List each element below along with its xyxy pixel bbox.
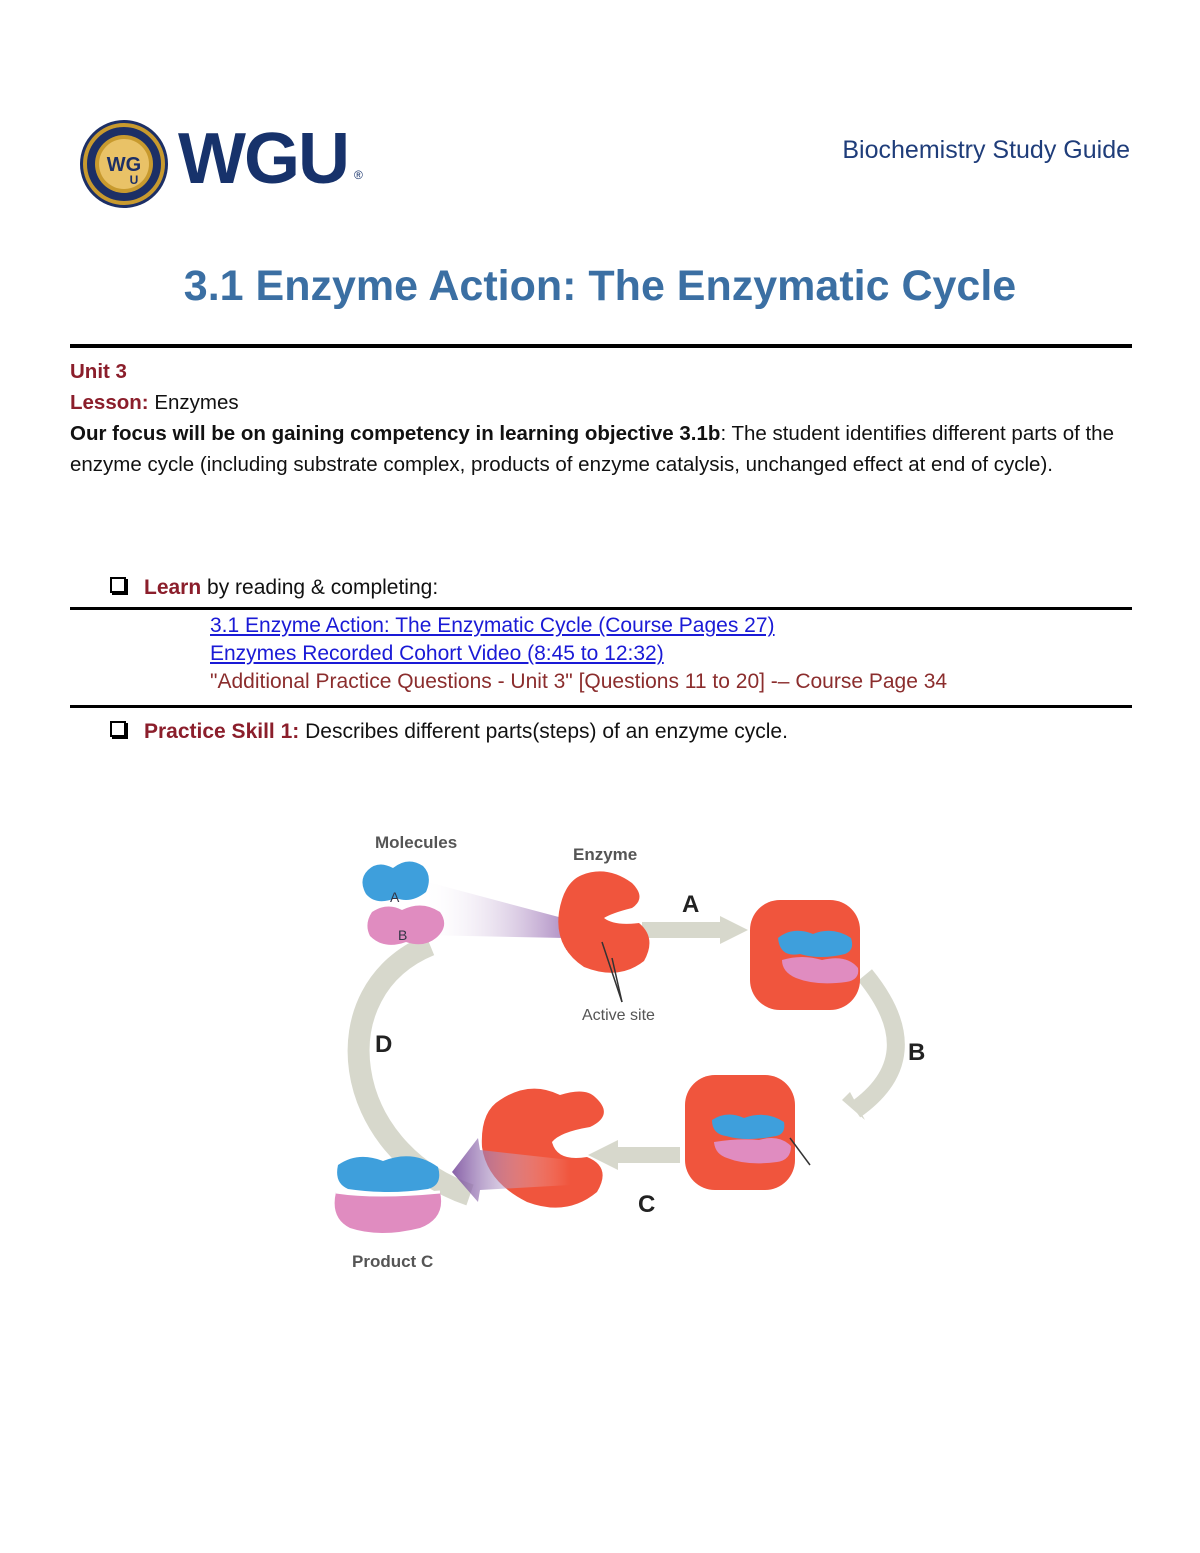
- product-divider: [336, 1192, 440, 1195]
- cycle-arrow-a-head: [720, 916, 748, 944]
- registered-icon: ®: [354, 168, 363, 182]
- product-blue-shape: [337, 1156, 439, 1192]
- enzyme-cycle-diagram: [320, 820, 960, 1290]
- active-site-label: Active site: [582, 1007, 655, 1024]
- learn-label: Learn: [144, 576, 202, 599]
- focus-text: : The student identifies different parts of the enzyme cycle (including substrate complex, products of enzyme catalysis, unchanged effect at end of cycle).: [70, 422, 1114, 476]
- step-b-label: B: [908, 1039, 926, 1066]
- practice-questions-text: "Additional Practice Questions - Unit 3" [Questions 11 to 20] -– Course Page 34: [210, 670, 948, 693]
- svg-text:U: U: [129, 173, 139, 187]
- learn-text: by reading & completing:: [201, 576, 439, 599]
- enzyme-label: Enzyme: [573, 845, 638, 864]
- step-c-label: C: [638, 1191, 656, 1218]
- learn-divider-top: [70, 607, 1132, 610]
- learn-checkbox[interactable]: [110, 577, 126, 593]
- learn-resources: [210, 612, 947, 696]
- unit-label: Unit 3: [70, 360, 127, 383]
- practice-row: [110, 720, 788, 744]
- cycle-arrow-b: [855, 975, 896, 1110]
- product-complex-blue: [712, 1114, 784, 1139]
- enzyme-shape: [558, 871, 649, 972]
- wgu-seal-logo: [78, 118, 170, 210]
- step-a-label: A: [682, 891, 700, 918]
- focus-bold: Our focus will be on gaining competency in learning objective 3.1b: [70, 422, 721, 445]
- molecule-a-label: A: [390, 889, 400, 905]
- learn-divider-bottom: [70, 705, 1132, 708]
- cohort-video-link[interactable]: Enzymes Recorded Cohort Video (8:45 to 12:32): [210, 642, 664, 665]
- guide-title: Biochemistry Study Guide: [842, 136, 1130, 164]
- title-divider: [70, 344, 1132, 348]
- practice-text: Describes different parts(steps) of an enzyme cycle.: [299, 720, 788, 743]
- product-c-label: Product C: [352, 1252, 434, 1271]
- lesson-line: [70, 387, 1140, 418]
- complex-blue-substrate: [778, 931, 852, 957]
- lesson-value: Enzymes: [154, 391, 239, 414]
- learn-row: [110, 576, 438, 600]
- focus-paragraph: [70, 418, 1140, 480]
- released-enzyme-shape: [482, 1089, 604, 1208]
- svg-text:WG: WG: [106, 154, 142, 176]
- practice-label: Practice Skill 1:: [144, 720, 300, 743]
- step-d-label: D: [375, 1031, 393, 1058]
- molecule-b-label: B: [398, 927, 408, 943]
- molecules-label: Molecules: [375, 833, 458, 852]
- course-pages-link[interactable]: 3.1 Enzyme Action: The Enzymatic Cycle (Course Pages 27): [210, 614, 775, 637]
- wgu-wordmark: WGU: [178, 119, 348, 199]
- practice-checkbox[interactable]: [110, 721, 126, 737]
- page-title: 3.1 Enzyme Action: The Enzymatic Cycle: [183, 262, 1017, 310]
- lesson-meta: [70, 356, 1140, 480]
- product-pink-shape: [335, 1192, 442, 1233]
- lesson-label: Lesson:: [70, 391, 149, 414]
